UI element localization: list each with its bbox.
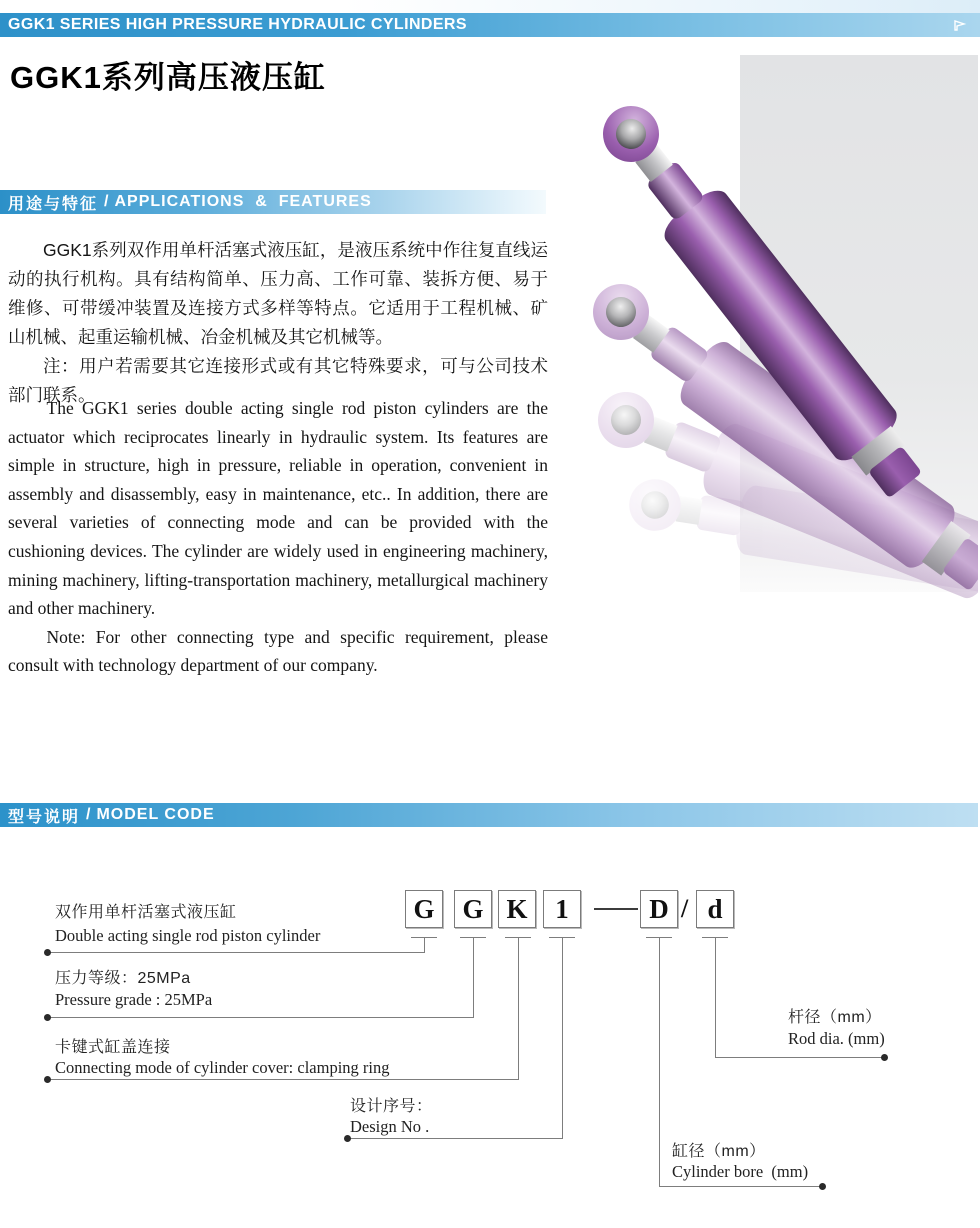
code-box-bore: D xyxy=(640,890,678,928)
leader-vertical-1 xyxy=(562,937,563,1138)
label-connecting-mode-zh: 卡键式缸盖连接 xyxy=(55,1039,171,1056)
label-cylinder-bore-zh: 缸径（mm） xyxy=(672,1143,766,1160)
label-cylinder-bore-en: Cylinder bore (mm) xyxy=(672,1162,809,1181)
label-design-no-zh: 设计序号： xyxy=(350,1098,433,1115)
section-header-en: MODEL CODE xyxy=(96,806,215,823)
label-double-acting-en: Double acting single rod piston cylinder xyxy=(55,926,321,945)
code-box-g2: G xyxy=(454,890,492,928)
leader-dot xyxy=(819,1183,826,1190)
leader-horizontal-6 xyxy=(659,1186,824,1187)
section-header-zh: 用途与特征 xyxy=(8,195,99,213)
label-design-no-en: Design No . xyxy=(350,1117,430,1136)
leader-vertical-g2 xyxy=(473,937,474,1017)
label-double-acting-zh: 双作用单杆活塞式液压缸 xyxy=(55,904,237,921)
leader-vertical-bore xyxy=(659,937,660,1186)
leader-horizontal-5 xyxy=(715,1057,886,1058)
applications-note-zh: 注：用户若需要其它连接形式或有其它特殊要求，可与公司技术部门联系。 xyxy=(8,356,548,405)
leader-horizontal-4 xyxy=(347,1138,563,1139)
label-pressure-grade-en: Pressure grade : 25MPa xyxy=(55,990,213,1009)
leader-horizontal-3 xyxy=(48,1079,519,1080)
label-connecting-mode-en: Connecting mode of cylinder cover: clamping ring xyxy=(55,1058,390,1077)
code-box-rod: d xyxy=(696,890,734,928)
leader-dot xyxy=(881,1054,888,1061)
label-rod-dia-en: Rod dia. (mm) xyxy=(788,1029,885,1048)
code-box-k: K xyxy=(498,890,536,928)
flag-icon[interactable] xyxy=(952,17,968,33)
section-header-en: APPLICATIONS & FEATURES xyxy=(114,193,372,210)
applications-text-en xyxy=(8,394,548,680)
page-title: GGK1系列高压液压缸 xyxy=(10,60,326,95)
section-header-model-code xyxy=(0,803,978,827)
leader-vertical-g1 xyxy=(424,937,425,952)
code-box-g1: G xyxy=(405,890,443,928)
label-rod-dia-zh: 杆径（mm） xyxy=(788,1009,882,1026)
model-code-diagram xyxy=(0,835,980,1228)
leader-dot xyxy=(44,949,51,956)
leader-dot xyxy=(44,1014,51,1021)
label-pressure-grade-zh: 压力等级：25MPa xyxy=(55,970,191,987)
section-header-divider: / xyxy=(104,193,109,210)
leader-vertical-k xyxy=(518,937,519,1079)
code-box-1: 1 xyxy=(543,890,581,928)
top-banner xyxy=(0,13,980,37)
top-banner-title: GGK1 SERIES HIGH PRESSURE HYDRAULIC CYLINDERS xyxy=(8,16,467,33)
code-slash: / xyxy=(681,894,689,923)
section-header-divider: / xyxy=(86,806,91,823)
applications-paragraph-zh: GGK1系列双作用单杆活塞式液压缸，是液压系统中作往复直线运动的执行机构。具有结构简单、压力高、工作可靠、装拆方便、易于维修、可带缓冲装置及连接方式多样等特点。它适用于工程机械、矿山机械、起重运输机械、冶金机械及其它机械等。 xyxy=(8,240,548,347)
applications-note-en: Note: For other connecting type and specific requirement, please consult with technology department of our company. xyxy=(8,626,548,676)
leader-horizontal-1 xyxy=(48,952,425,953)
leader-vertical-rod xyxy=(715,937,716,1057)
applications-text-zh xyxy=(8,236,548,410)
product-photo xyxy=(563,55,978,600)
top-strip xyxy=(0,0,980,13)
leader-dot xyxy=(44,1076,51,1083)
code-dash xyxy=(594,908,638,910)
leader-horizontal-2 xyxy=(48,1017,474,1018)
section-header-zh: 型号说明 xyxy=(8,808,81,826)
section-header-applications xyxy=(0,190,546,214)
applications-paragraph-en: The GGK1 series double acting single rod piston cylinders are the actuator which reciprocates linearly in hydraulic system. Its features are simple in structure, high in pressure, reliable in operation, convenient in assembly and disassembly, easy in maintenance, etc.. In addition, there are several varieties of connecting mode and can be provided with the cushioning devices. The cylinder are widely used in engineering machinery, mining machinery, lifting-transportation machinery, metallurgical machinery and other machinery. xyxy=(8,398,548,619)
